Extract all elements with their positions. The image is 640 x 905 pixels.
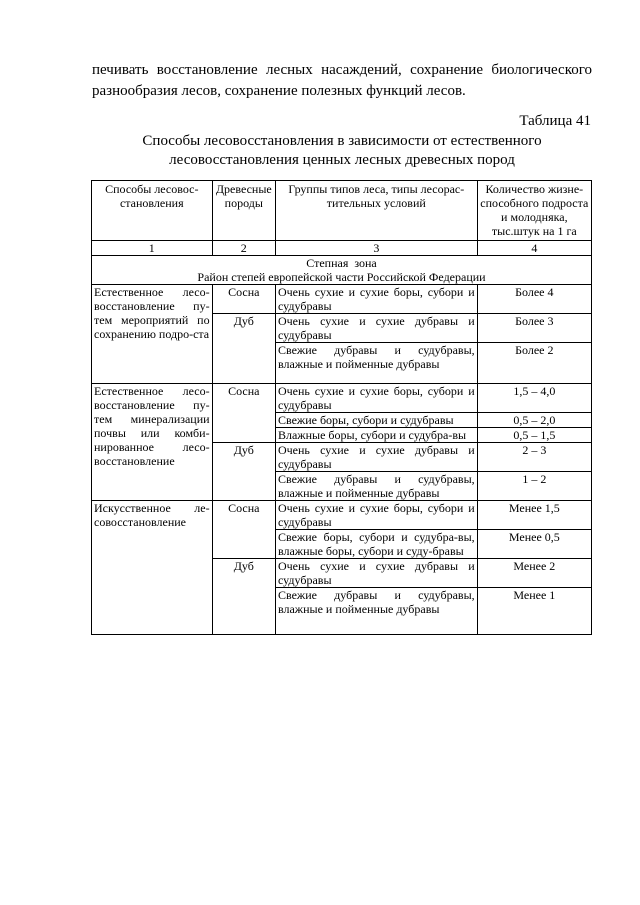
species-cell: Дуб [212,443,275,501]
zone-row [92,256,592,285]
species-cell: Дуб [212,314,275,384]
method-cell: Естественное лесо-восстановление пу-тем мероприятий по сохранению подро-ста [92,285,213,384]
zone-name: Степная зона [306,256,377,270]
quantity-cell: Более 4 [477,285,591,314]
quantity-cell: 0,5 – 2,0 [477,413,591,428]
conditions-cell: Влажные боры, субори и судубра-вы [275,428,477,443]
column-number: 3 [275,241,477,256]
conditions-cell: Свежие дубравы и судубравы, влажные и пойменные дубравы [275,588,477,635]
quantity-cell: Более 2 [477,343,591,384]
species-cell: Дуб [212,559,275,635]
quantity-cell: Менее 1 [477,588,591,635]
conditions-cell: Свежие боры, субори и судубравы [275,413,477,428]
header-cell: Группы типов леса, типы лесорас-тительных условий [275,181,477,241]
method-cell: Искусственное ле-совосстановление [92,501,213,635]
column-number-row [92,241,592,256]
intro-line-1: печивать восстановление лесных насаждений, сохранение биологического [92,62,592,78]
zone-cell [92,256,592,285]
method-cell: Естественное лесо-восстановление пу-тем минерализации почвы или комби-нированное лесо-восстановление [92,384,213,501]
conditions-cell: Очень сухие и сухие дубравы и судубравы [275,559,477,588]
column-number: 4 [477,241,591,256]
table-row [92,285,592,314]
column-number: 2 [212,241,275,256]
conditions-cell: Очень сухие и сухие боры, субори и судубравы [275,285,477,314]
intro-line-2: разнообразия лесов, сохранение полезных функций лесов. [92,83,466,99]
conditions-cell: Очень сухие и сухие боры, субори и судубравы [275,501,477,530]
quantity-cell: 0,5 – 1,5 [477,428,591,443]
table-title-line-2: лесовосстановления ценных лесных древесных пород [169,152,515,168]
quantity-cell: Менее 1,5 [477,501,591,530]
table-title-line-1: Способы лесовосстановления в зависимости от естественного [142,133,542,149]
quantity-cell: 1,5 – 4,0 [477,384,591,413]
table-row [92,384,592,413]
species-cell: Сосна [212,384,275,443]
conditions-cell: Очень сухие и сухие дубравы и судубравы [275,443,477,472]
header-row [92,181,592,241]
conditions-cell: Свежие боры, субори и судубра-вы, влажные боры, субори и суду-бравы [275,530,477,559]
header-cell: Количество жизне-способного подроста и молодняка, тыс.штук на 1 га [477,181,591,241]
conditions-cell: Очень сухие и сухие дубравы и судубравы [275,314,477,343]
forest-restoration-table [91,180,592,635]
quantity-cell: 2 – 3 [477,443,591,472]
table-title [92,132,592,170]
column-number: 1 [92,241,213,256]
header-cell: Способы лесовос-становления [92,181,213,241]
table-row [92,501,592,530]
header-cell: Древесные породы [212,181,275,241]
quantity-cell: Более 3 [477,314,591,343]
quantity-cell: 1 – 2 [477,472,591,501]
conditions-cell: Свежие дубравы и судубравы, влажные и пойменные дубравы [275,472,477,501]
table-number: Таблица 41 [519,113,591,129]
conditions-cell: Очень сухие и сухие боры, субори и судубравы [275,384,477,413]
quantity-cell: Менее 0,5 [477,530,591,559]
species-cell: Сосна [212,501,275,559]
intro-paragraph [92,60,592,102]
species-cell: Сосна [212,285,275,314]
zone-region: Район степей европейской части Российской Федерации [197,270,486,284]
conditions-cell: Свежие дубравы и судубравы, влажные и пойменные дубравы [275,343,477,384]
quantity-cell: Менее 2 [477,559,591,588]
